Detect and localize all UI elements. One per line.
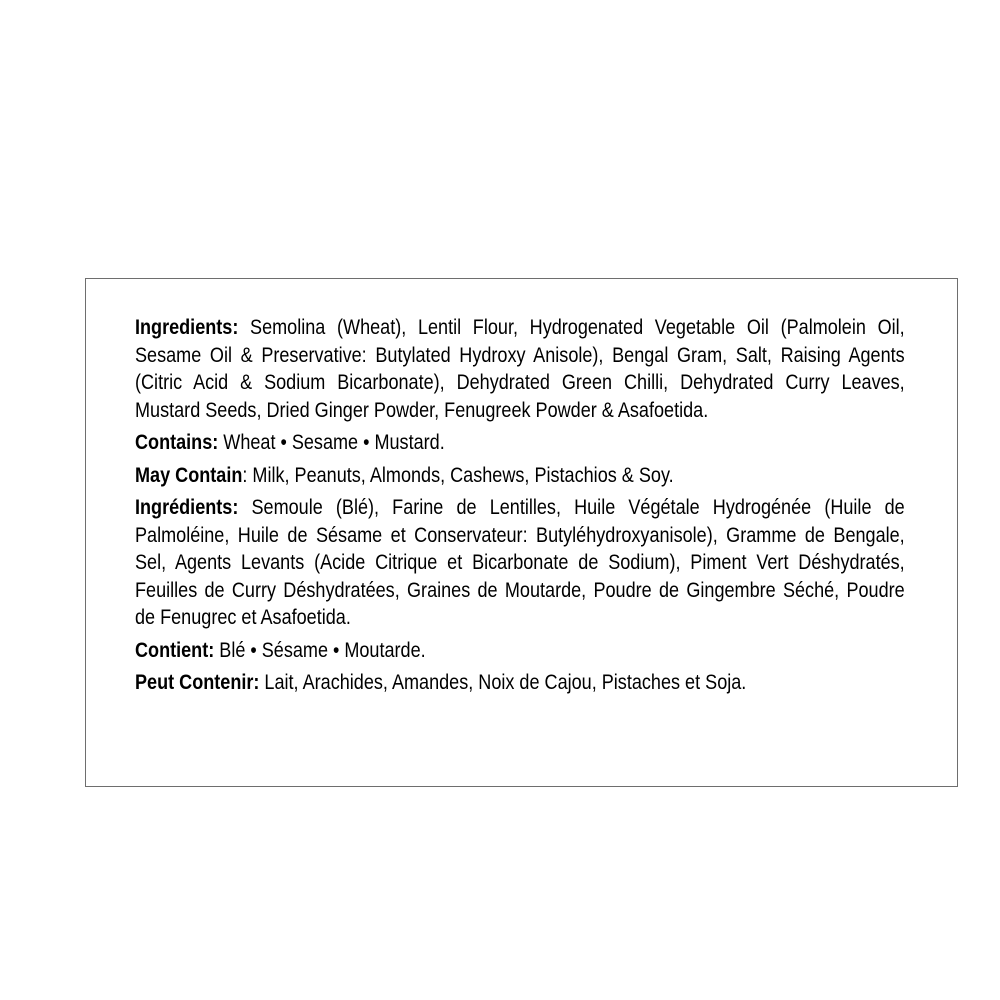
french-ingredients-list: Semoule (Blé), Farine de Lentilles, Huile Végétale Hydrogénée (Huile de Palmoléine, Huile de Sésame et Conservateur: Butyléhydroxyanisole), Gramme de Bengale, Sel, Agents Levants (Acide Citrique et Bicarbonate de Sodium), Piment Vert Déshydratés, Feuilles de Curry Déshydratées, Graines de Moutarde, Poudre de Gingembre Séché, Poudre de Fenugrec et Asafoetida. bbox=[135, 496, 905, 629]
english-may-contain-heading: May Contain bbox=[135, 463, 243, 487]
french-may-contain-line bbox=[135, 669, 905, 697]
ingredients-label-content bbox=[135, 314, 905, 697]
ingredients-label-panel bbox=[85, 278, 958, 787]
english-contains-heading: Contains: bbox=[135, 431, 219, 454]
english-may-contain-allergens: : Milk, Peanuts, Almonds, Cashews, Pistachios & Soy. bbox=[242, 463, 674, 487]
english-ingredients-list: Semolina (Wheat), Lentil Flour, Hydrogenated Vegetable Oil (Palmolein Oil, Sesame Oil & Preservative: Butylated Hydroxy Anisole), Bengal Gram, Salt, Raising Agents (Citric Acid & Sodium Bicarbonate), Dehydrated Green Chilli, Dehydrated Curry Leaves, Mustard Seeds, Dried Ginger Powder, Fenugreek Powder & Asafoetida. bbox=[135, 316, 905, 422]
french-ingredients-heading: Ingrédients: bbox=[135, 496, 239, 519]
english-contains-allergens: Wheat • Sesame • Mustard. bbox=[218, 431, 445, 454]
english-may-contain-line bbox=[135, 462, 905, 490]
french-contains-line bbox=[135, 637, 905, 665]
english-contains-line bbox=[135, 429, 905, 457]
french-may-contain-heading: Peut Contenir: bbox=[135, 671, 260, 694]
english-ingredients-heading: Ingredients: bbox=[135, 316, 239, 339]
french-ingredients-paragraph bbox=[135, 494, 905, 632]
french-contains-heading: Contient: bbox=[135, 638, 215, 662]
french-contains-allergens: Blé • Sésame • Moutarde. bbox=[214, 638, 426, 662]
english-ingredients-paragraph bbox=[135, 314, 905, 424]
french-may-contain-allergens: Lait, Arachides, Amandes, Noix de Cajou, Pistaches et Soja. bbox=[259, 671, 747, 694]
